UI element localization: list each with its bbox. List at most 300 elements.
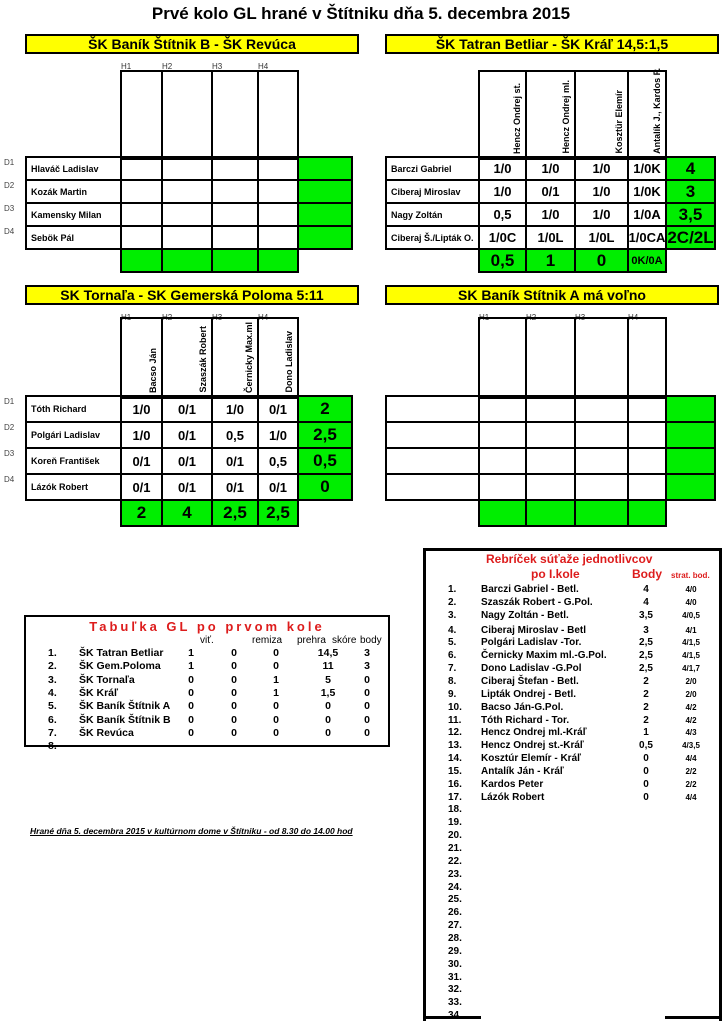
ranking-cell: 2 [643, 675, 649, 687]
player-name: Sebök Pál [25, 225, 122, 250]
ranking-cell: 7. [448, 663, 457, 675]
ranking-player: Ciberaj Štefan - Betl. [481, 675, 579, 687]
column-total [257, 248, 299, 273]
opponent-header [525, 70, 576, 160]
player-name: Koreň František [25, 447, 122, 475]
ranking-cell: 4/0 [685, 585, 697, 594]
row-total [297, 156, 353, 181]
board-label: D3 [4, 204, 15, 213]
ranking-title-1: Rebríček súťaže jednotlivcov [486, 552, 653, 566]
ranking-player: Lipták Ondrej - Betl. [481, 688, 577, 700]
ranking-cell: 4/2 [685, 702, 697, 712]
team-name: ŠK Tatran Betliar [79, 647, 164, 659]
ranking-cell: 0 [643, 778, 649, 790]
opponent-header [627, 317, 667, 399]
ranking-cell: 2,5 [639, 637, 653, 649]
league-cell: 0 [325, 726, 331, 739]
footnote: Hrané dňa 5. decembra 2015 v kultúrnom dome v Štítniku - od 8.30 do 14.00 hod [30, 826, 353, 836]
ranking-cell: 4/3,5 [682, 741, 700, 751]
league-header: viť. [200, 635, 214, 646]
league-cell: 3 [364, 660, 370, 673]
result-cell: 1/0L [525, 225, 576, 250]
league-header: skóre [332, 635, 357, 646]
ranking-player: Kosztúr Elemír - Kráľ [481, 753, 581, 765]
result-cell: 0/1 [525, 179, 576, 204]
column-total [211, 248, 259, 273]
row-total: 4 [665, 156, 716, 181]
result-cell: 1/0CA [627, 225, 667, 250]
column-label: H1 [121, 62, 132, 71]
result-cell: 1/0 [478, 156, 527, 181]
ranking-cell: 24. [448, 881, 462, 893]
league-cell: 8. [48, 740, 57, 753]
board-label: D1 [4, 158, 15, 167]
league-cell: 0 [188, 726, 194, 739]
league-cell: 1 [273, 686, 279, 699]
column-label: H1 [479, 313, 490, 322]
player-name: Hlaváč Ladislav [25, 156, 122, 181]
row-total: 2,5 [297, 421, 353, 449]
player-name [385, 395, 480, 423]
result-cell: 0,5 [257, 447, 299, 475]
result-cell [120, 202, 163, 227]
league-cell: 0 [364, 700, 370, 713]
ranking-cell: 1 [643, 727, 649, 739]
opponent-header [574, 70, 629, 160]
ranking-cell: 2,5 [639, 663, 653, 675]
team-name: ŠK Tornaľa [79, 673, 135, 686]
column-total: 0 [574, 248, 629, 273]
ranking-cell: 4 [643, 596, 649, 608]
result-cell [478, 473, 527, 501]
result-cell: 1/0 [574, 179, 629, 204]
result-cell: 1/0A [627, 202, 667, 227]
player-name: Tóth Richard [25, 395, 122, 423]
result-cell [161, 156, 213, 181]
opponent-header [478, 70, 527, 160]
row-total: 2C/2L [665, 225, 716, 250]
match-banner: ŠK Tatran Betliar - ŠK Kráľ 14,5:1,5 [385, 34, 719, 54]
column-label: H1 [121, 313, 132, 322]
result-cell: 1/0C [478, 225, 527, 250]
player-name [385, 473, 480, 501]
opponent-name: Hencz Ondrej st. [512, 82, 522, 154]
player-name: Polgári Ladislav [25, 421, 122, 449]
column-total: 0K/0A [627, 248, 667, 273]
ranking-cell: 0 [643, 791, 649, 803]
league-cell: 0 [231, 726, 237, 739]
result-cell [120, 225, 163, 250]
ranking-cell: 9. [448, 688, 457, 700]
column-total: 4 [161, 499, 213, 527]
ranking-cell: 4/3 [685, 728, 697, 738]
board-label: D4 [4, 227, 15, 236]
ranking-cell: 28. [448, 932, 462, 944]
ranking-player: Kardos Peter [481, 778, 544, 790]
ranking-cell: 4 [643, 584, 649, 595]
ranking-cell: 2/0 [685, 676, 697, 686]
result-cell [257, 156, 299, 181]
ranking-cell: 29. [448, 945, 462, 957]
ranking-cell: 2 [643, 701, 649, 713]
board-label: D4 [4, 475, 15, 484]
league-cell: 5 [325, 673, 331, 686]
ranking-cell: 32. [448, 984, 462, 996]
column-total: 0,5 [478, 248, 527, 273]
league-table [24, 615, 390, 753]
result-cell [627, 473, 667, 501]
result-cell [478, 395, 527, 423]
ranking-cell: 27. [448, 920, 462, 932]
ranking-player: Černicky Maxim ml.-G.Pol. [481, 650, 607, 662]
league-cell: 0 [188, 713, 194, 726]
result-cell [211, 179, 259, 204]
result-cell: 1/0 [257, 421, 299, 449]
team-name: ŠK Gem.Poloma [79, 660, 161, 673]
league-cell: 0 [364, 686, 370, 699]
opponent-header [627, 70, 667, 160]
player-name: Ciberaj Miroslav [385, 179, 480, 204]
result-cell [525, 421, 576, 449]
league-cell: 7. [48, 726, 57, 739]
result-cell: 1/0 [120, 395, 163, 423]
result-cell: 0,5 [211, 421, 259, 449]
ranking-cell: 4/1,5 [682, 651, 700, 661]
ranking-player: Polgári Ladislav -Tor. [481, 637, 582, 649]
result-cell: 0/1 [211, 473, 259, 501]
league-cell: 0 [188, 686, 194, 699]
player-name: Nagy Zoltán [385, 202, 480, 227]
league-cell: 3. [48, 673, 57, 686]
ranking-player: Hencz Ondrej st.-Kráľ [481, 740, 584, 752]
league-cell: 0 [231, 686, 237, 699]
match-banner: SK Tornaľa - SK Gemerská Poloma 5:11 [25, 285, 359, 305]
league-cell: 0 [231, 700, 237, 713]
column-total [161, 248, 213, 273]
result-cell [627, 395, 667, 423]
column-label: H3 [575, 313, 586, 322]
result-cell [627, 421, 667, 449]
ranking-bottom-right [665, 1016, 719, 1019]
column-total [525, 499, 576, 527]
ranking-player: Bacso Ján-G.Pol. [481, 701, 564, 713]
result-cell: 0/1 [257, 473, 299, 501]
result-cell: 0,5 [478, 202, 527, 227]
ranking-bottom-left [423, 1016, 481, 1019]
ranking-cell: 11. [448, 714, 462, 726]
row-total: 0 [297, 473, 353, 501]
column-label: H4 [258, 313, 269, 322]
row-total [665, 447, 716, 475]
league-cell: 0 [325, 713, 331, 726]
ranking-cell: 20. [448, 830, 462, 842]
column-label: H3 [212, 313, 223, 322]
match-banner: ŠK Baník Štítnik B - ŠK Revúca [25, 34, 359, 54]
result-cell: 0/1 [211, 447, 259, 475]
league-header: body [360, 635, 382, 646]
ranking-player: Antalík Ján - Kráľ [481, 765, 564, 777]
league-cell: 11 [322, 660, 334, 673]
ranking-cell: 17. [448, 791, 462, 803]
league-cell: 2. [48, 660, 57, 673]
ranking-cell: 4/1 [685, 625, 697, 635]
result-cell: 1/0 [574, 156, 629, 181]
ranking-cell: 13. [448, 740, 462, 752]
board-label: D1 [4, 397, 15, 406]
column-total: 2,5 [257, 499, 299, 527]
player-name: Kamensky Milan [25, 202, 122, 227]
result-cell: 1/0 [525, 156, 576, 181]
team-name: ŠK Revúca [79, 726, 134, 739]
result-cell [627, 447, 667, 475]
ranking-cell: 33. [448, 997, 462, 1009]
result-cell: 1/0L [574, 225, 629, 250]
row-total [665, 421, 716, 449]
ranking-cell: 23. [448, 868, 462, 880]
league-cell: 14,5 [317, 647, 339, 659]
league-cell: 5. [48, 700, 57, 713]
result-cell: 1/0 [120, 421, 163, 449]
player-name: Barczi Gabriel [385, 156, 480, 181]
board-label: D2 [4, 423, 15, 432]
ranking-cell: 26. [448, 907, 462, 919]
opponent-name: Černicky Max.ml [244, 321, 254, 393]
league-cell: 0 [364, 713, 370, 726]
ranking-cell: 19. [448, 817, 462, 829]
ranking-cell: 30. [448, 958, 462, 970]
ranking-cell: 21. [448, 843, 462, 854]
league-cell: 1 [188, 660, 194, 673]
opponent-header [525, 317, 576, 399]
ranking-player: Barczi Gabriel - Betl. [481, 584, 579, 595]
opponent-name: Szaszák Robert [198, 326, 208, 393]
opponent-header [211, 70, 259, 160]
ranking-player: Nagy Zoltán - Betl. [481, 609, 569, 621]
ranking-cell: 5. [448, 637, 457, 649]
league-cell: 0 [188, 700, 194, 713]
league-cell: 3 [364, 647, 370, 659]
ranking-cell: 4/1,7 [682, 664, 700, 674]
row-total [665, 395, 716, 423]
league-cell: 0 [273, 700, 279, 713]
ranking-cell: 12. [448, 727, 462, 739]
opponent-name: Dono Ladislav [284, 331, 294, 393]
result-cell [574, 421, 629, 449]
league-cell: 0 [273, 726, 279, 739]
player-name: Lázók Robert [25, 473, 122, 501]
row-total [297, 202, 353, 227]
column-label: H2 [526, 313, 537, 322]
result-cell [574, 473, 629, 501]
column-total: 2,5 [211, 499, 259, 527]
ranking-player: Ciberaj Miroslav - Betl [481, 624, 587, 636]
ranking-cell: 4/0 [685, 597, 697, 607]
ranking-cell: 4/4 [685, 792, 697, 802]
ranking-player: Szaszák Robert - G.Pol. [481, 596, 593, 608]
column-total [120, 248, 163, 273]
row-total [297, 179, 353, 204]
ranking-cell: 4/2 [685, 715, 697, 725]
ranking-cell: 22. [448, 855, 462, 867]
column-total: 1 [525, 248, 576, 273]
league-cell: 0 [188, 673, 194, 686]
result-cell [574, 395, 629, 423]
ranking-cell: 15. [448, 765, 462, 777]
opponent-header [478, 317, 527, 399]
league-cell: 0 [273, 713, 279, 726]
ranking-cell: 3,5 [639, 609, 653, 621]
row-total: 2 [297, 395, 353, 423]
ranking-cell: 2 [643, 714, 649, 726]
ranking-cell: 25. [448, 894, 462, 906]
page-title: Prvé kolo GL hrané v Štítniku dňa 5. decembra 2015 [151, 4, 571, 23]
league-cell: 0 [231, 713, 237, 726]
result-cell [525, 473, 576, 501]
ranking-cell: 2/0 [685, 689, 697, 699]
result-cell: 0/1 [161, 421, 213, 449]
result-cell [525, 395, 576, 423]
ranking-header-points: Body [632, 567, 662, 581]
result-cell: 1/0 [574, 202, 629, 227]
column-total [574, 499, 629, 527]
league-cell: 1. [48, 647, 57, 659]
result-cell [257, 179, 299, 204]
row-total: 3 [665, 179, 716, 204]
ranking-header-strat: strat. bod. [671, 571, 710, 580]
league-cell: 0 [273, 647, 279, 659]
team-name: ŠK Baník Štítnik A [79, 700, 171, 713]
league-cell: 6. [48, 713, 57, 726]
league-table-title: Tabuľka GL po prvom kole [89, 619, 325, 634]
ranking-cell: 1. [448, 584, 457, 595]
row-total [665, 473, 716, 501]
ranking-cell: 4/0,5 [682, 610, 700, 620]
column-label: H4 [258, 62, 269, 71]
ranking-cell: 8. [448, 675, 457, 687]
opponent-name: Hencz Ondrej ml. [561, 80, 571, 154]
result-cell: 1/0K [627, 156, 667, 181]
league-cell: 0 [364, 673, 370, 686]
ranking-cell: 4/4 [685, 754, 697, 764]
ranking-player: Hencz Ondrej ml.-Kráľ [481, 727, 587, 739]
column-total [627, 499, 667, 527]
opponent-header [257, 317, 299, 399]
result-cell: 0/1 [161, 473, 213, 501]
league-cell: 1 [273, 673, 279, 686]
result-cell [478, 447, 527, 475]
result-cell [257, 225, 299, 250]
ranking-cell: 4/1,5 [682, 638, 700, 648]
ranking-cell: 0 [643, 765, 649, 777]
result-cell [120, 179, 163, 204]
ranking-cell: 0,5 [639, 740, 653, 752]
player-name [385, 447, 480, 475]
result-cell [211, 225, 259, 250]
ranking-cell: 2/2 [685, 766, 697, 776]
result-cell [211, 156, 259, 181]
league-cell: 4. [48, 686, 57, 699]
ranking-cell: 2,5 [639, 650, 653, 662]
column-total [478, 499, 527, 527]
league-cell: 0 [325, 700, 331, 713]
player-name [385, 421, 480, 449]
league-header: remiza [252, 635, 283, 646]
ranking-cell: 10. [448, 701, 462, 713]
opponent-name: Antalík J., Kardos P. [652, 68, 662, 154]
ranking-player: Tóth Richard - Tor. [481, 714, 570, 726]
ranking-cell: 3. [448, 609, 457, 621]
opponent-header [161, 317, 213, 399]
opponent-name: Bacso Ján [148, 347, 158, 393]
result-cell: 0/1 [257, 395, 299, 423]
match-banner: SK Baník Stítnik A má voľno [385, 285, 719, 305]
row-total [297, 225, 353, 250]
ranking-cell: 3 [643, 624, 649, 636]
result-cell [211, 202, 259, 227]
result-cell: 0/1 [120, 473, 163, 501]
opponent-header [120, 70, 163, 160]
column-label: H3 [212, 62, 223, 71]
board-label: D3 [4, 449, 15, 458]
result-cell: 1/0 [211, 395, 259, 423]
result-cell [574, 447, 629, 475]
ranking-cell: 0 [643, 753, 649, 765]
result-cell: 0/1 [161, 395, 213, 423]
row-total: 3,5 [665, 202, 716, 227]
opponent-header [211, 317, 259, 399]
ranking-cell: 14. [448, 753, 462, 765]
ranking-cell: 2 [643, 688, 649, 700]
column-label: H2 [162, 313, 173, 322]
ranking-cell: 16. [448, 778, 462, 790]
ranking-player: Lázók Robert [481, 791, 545, 803]
league-cell: 0 [364, 726, 370, 739]
team-name: ŠK Baník Štítnik B [79, 713, 171, 726]
league-cell: 1,5 [320, 686, 336, 699]
team-name: ŠK Kráľ [79, 686, 119, 699]
row-total: 0,5 [297, 447, 353, 475]
ranking-cell: 2/2 [685, 779, 697, 789]
result-cell [161, 179, 213, 204]
ranking-cell: 6. [448, 650, 457, 662]
opponent-name: Kosztür Elemír [614, 90, 624, 154]
board-label: D2 [4, 181, 15, 190]
result-cell [161, 225, 213, 250]
result-cell: 0/1 [161, 447, 213, 475]
player-name: Ciberaj Š./Lipták O. [385, 225, 480, 250]
ranking-cell: 2. [448, 596, 457, 608]
result-cell [478, 421, 527, 449]
column-label: H2 [162, 62, 173, 71]
ranking-player: Dono Ladislav -G.Pol [481, 663, 582, 675]
opponent-header [574, 317, 629, 399]
league-header: prehra [297, 635, 326, 646]
league-cell: 0 [273, 660, 279, 673]
ranking-cell: 18. [448, 804, 462, 816]
column-label: H4 [628, 313, 639, 322]
result-cell [120, 156, 163, 181]
result-cell [161, 202, 213, 227]
league-cell: 1 [188, 647, 194, 659]
opponent-header [161, 70, 213, 160]
ranking-table [423, 548, 722, 1021]
ranking-cell: 31. [448, 971, 462, 983]
ranking-cell: 4. [448, 624, 457, 636]
result-cell: 1/0K [627, 179, 667, 204]
ranking-title-2: po I.kole [531, 567, 580, 581]
column-total: 2 [120, 499, 163, 527]
league-cell: 0 [231, 660, 237, 673]
